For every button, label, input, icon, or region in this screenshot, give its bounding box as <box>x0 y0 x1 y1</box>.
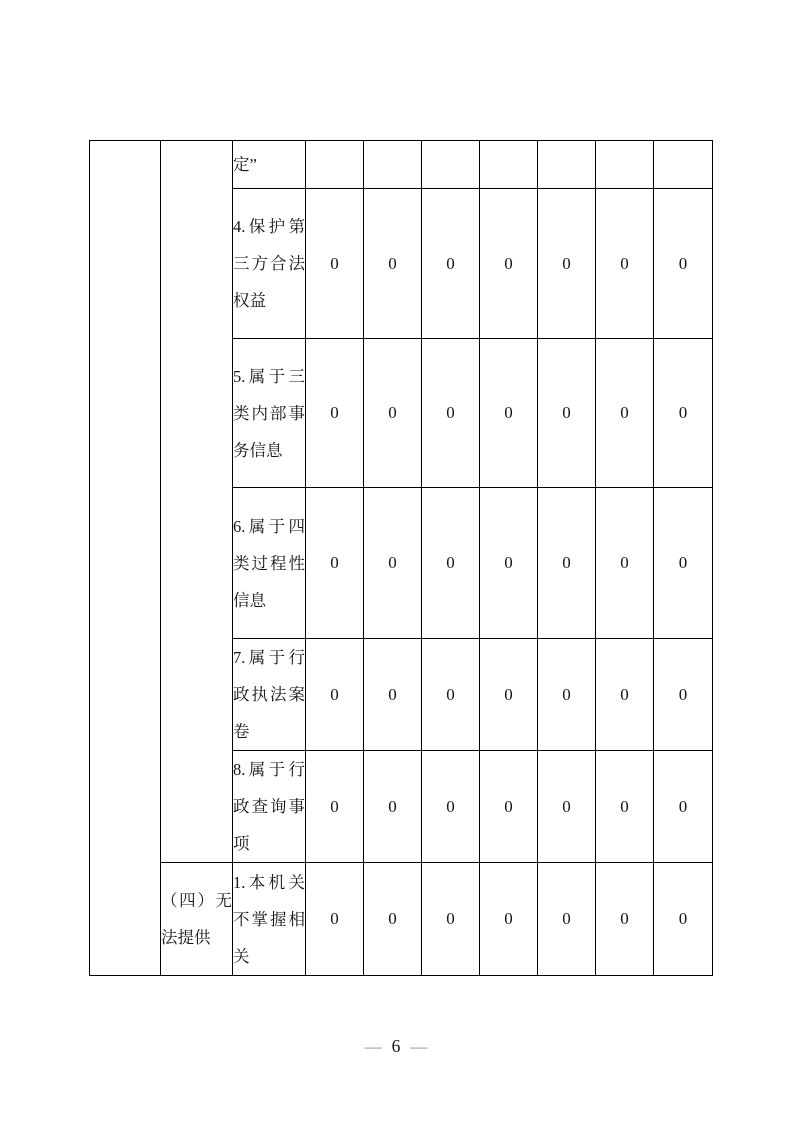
data-cell <box>306 141 364 189</box>
disclosure-report-table <box>89 140 713 976</box>
subcategory-span-cell <box>161 141 233 863</box>
page-number-dash-left: — <box>364 1037 383 1056</box>
data-cell: 0 <box>538 488 596 639</box>
data-cell: 0 <box>422 639 480 751</box>
data-cell: 0 <box>422 863 480 976</box>
data-cell: 0 <box>364 639 422 751</box>
data-cell: 0 <box>596 488 654 639</box>
data-cell <box>596 141 654 189</box>
data-cell: 0 <box>654 189 713 339</box>
page-number-value: 6 <box>391 1036 402 1056</box>
group-label-unable-to-provide: （四）无法提供 <box>161 863 233 976</box>
data-cell: 0 <box>596 189 654 339</box>
data-cell: 0 <box>422 751 480 863</box>
data-cell: 0 <box>480 339 538 488</box>
row-label: 6.属于四类过程性信息 <box>233 488 306 639</box>
data-cell: 0 <box>422 189 480 339</box>
row-label: 5.属于三类内部事务信息 <box>233 339 306 488</box>
data-cell: 0 <box>654 751 713 863</box>
data-cell: 0 <box>538 639 596 751</box>
data-cell: 0 <box>422 339 480 488</box>
data-cell: 0 <box>306 488 364 639</box>
data-cell: 0 <box>480 863 538 976</box>
data-cell: 0 <box>480 751 538 863</box>
data-cell: 0 <box>538 189 596 339</box>
table-row <box>90 141 713 189</box>
data-cell: 0 <box>422 488 480 639</box>
data-cell: 0 <box>596 339 654 488</box>
row-label: 7.属于行政执法案卷 <box>233 639 306 751</box>
data-cell: 0 <box>364 339 422 488</box>
data-cell <box>538 141 596 189</box>
data-cell: 0 <box>306 751 364 863</box>
data-cell: 0 <box>364 189 422 339</box>
data-cell: 0 <box>480 488 538 639</box>
data-cell <box>654 141 713 189</box>
data-cell: 0 <box>538 751 596 863</box>
data-cell: 0 <box>596 751 654 863</box>
data-cell: 0 <box>538 339 596 488</box>
category-span-cell <box>90 141 161 976</box>
data-cell: 0 <box>480 189 538 339</box>
data-cell: 0 <box>654 639 713 751</box>
table-row <box>90 863 713 976</box>
row-label-continuation: 定” <box>233 141 306 189</box>
data-cell: 0 <box>596 639 654 751</box>
data-cell: 0 <box>596 863 654 976</box>
data-cell: 0 <box>654 488 713 639</box>
row-label: 1.本机关不掌握相关 <box>233 863 306 976</box>
data-cell: 0 <box>538 863 596 976</box>
row-label: 4.保护第三方合法权益 <box>233 189 306 339</box>
data-cell: 0 <box>364 751 422 863</box>
data-cell <box>480 141 538 189</box>
data-cell: 0 <box>306 339 364 488</box>
data-cell: 0 <box>364 488 422 639</box>
data-cell: 0 <box>654 339 713 488</box>
data-cell: 0 <box>306 639 364 751</box>
data-cell: 0 <box>654 863 713 976</box>
data-cell: 0 <box>480 639 538 751</box>
page-number <box>0 1036 793 1057</box>
data-cell: 0 <box>306 863 364 976</box>
data-cell <box>422 141 480 189</box>
page-number-dash-right: — <box>410 1037 429 1056</box>
data-cell: 0 <box>364 863 422 976</box>
data-cell: 0 <box>306 189 364 339</box>
data-cell <box>364 141 422 189</box>
row-label: 8.属于行政查询事项 <box>233 751 306 863</box>
